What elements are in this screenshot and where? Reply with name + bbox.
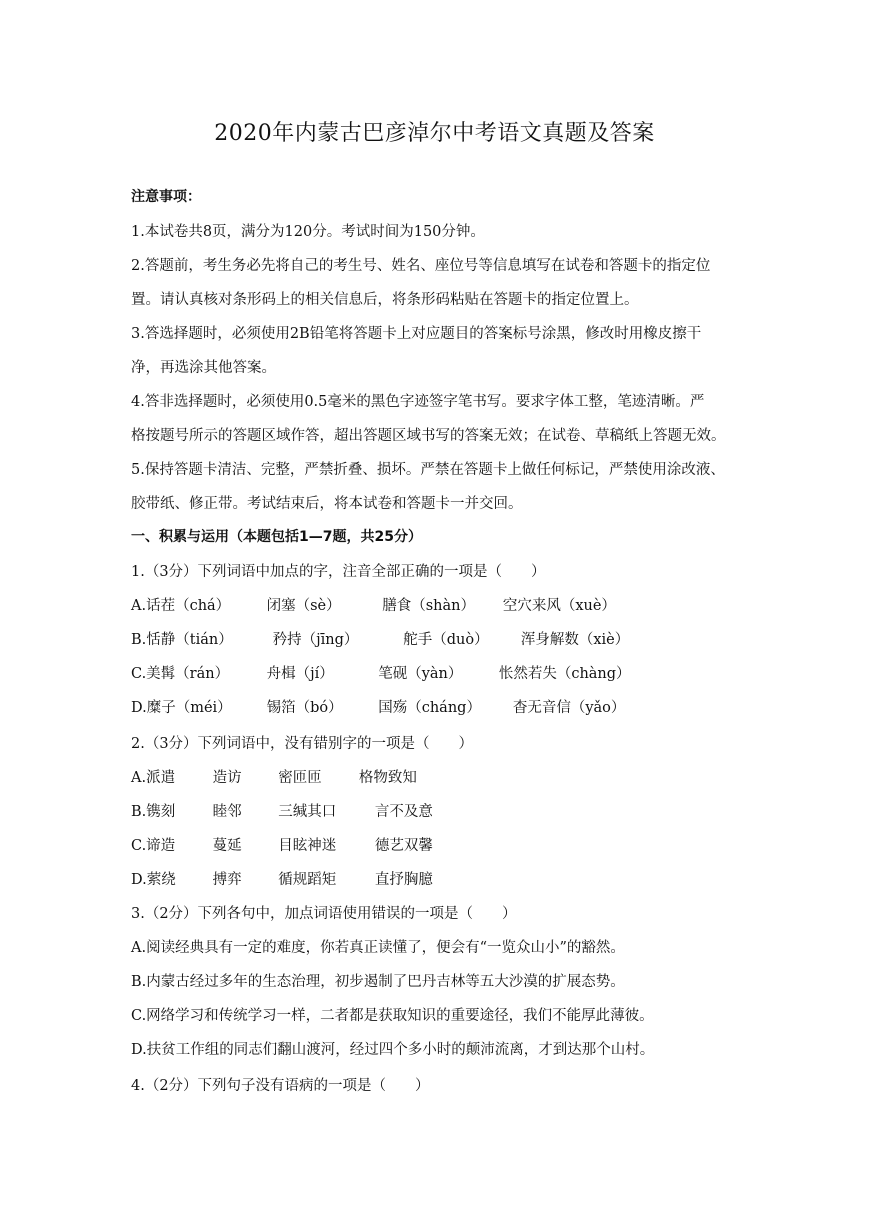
option-word: 国殇（cháng） [378, 700, 481, 716]
option-word: 格物致知 [358, 770, 417, 786]
notice-line: 5.保持答题卡清洁、完整，严禁折叠、损坏。严禁在答题卡上做任何标记，严禁使用涂改液、 [131, 462, 725, 478]
question-2-option-a [131, 766, 417, 787]
section-heading: 一、积累与运用（本题包括1—7题，共25分） [131, 529, 422, 545]
question-2-stem: 2.（3分）下列词语中，没有错别字的一项是（ ） [131, 736, 474, 752]
option-word: 膳食（shàn） [382, 598, 475, 614]
notice-line: 3.答选择题时，必须使用2B铅笔将答题卡上对应题目的答案标号涂黑，修改时用橡皮擦干 [131, 326, 702, 342]
notice-line: 1.本试卷共8页，满分为120分。考试时间为150分钟。 [131, 224, 485, 240]
question-1-option-a [131, 594, 616, 615]
option-word: 循规蹈矩 [278, 872, 337, 888]
option-word: 目眩神迷 [278, 838, 337, 854]
page-title: 2020年内蒙古巴彦淖尔中考语文真题及答案 [214, 121, 655, 146]
option-word: 空穴来风（xuè） [502, 598, 616, 614]
question-2-option-c [131, 834, 433, 855]
notice-line: 净，再选涂其他答案。 [131, 360, 276, 376]
option-word: 造访 [212, 770, 242, 786]
question-3-option-d: D.扶贫工作组的同志们翻山渡河，经过四个多小时的颠沛流离，才到达那个山村。 [131, 1042, 655, 1058]
question-1-stem: 1.（3分）下列词语中加点的字，注音全部正确的一项是（ ） [131, 564, 546, 580]
option-word: 锡箔（bó） [266, 700, 343, 716]
notice-line: 4.答非选择题时，必须使用0.5毫米的黑色字迹签字笔书写。要求字体工整，笔迹清晰。严 [131, 394, 705, 410]
question-3-option-b: B.内蒙古经过多年的生态治理，初步遏制了巴丹吉林等五大沙漠的扩展态势。 [131, 974, 625, 990]
notice-line: 2.答题前，考生务必先将自己的考生号、姓名、座位号等信息填写在试卷和答题卡的指定位 [131, 258, 711, 274]
option-word: C.美髯（rán） [131, 666, 230, 682]
option-word: A.派遣 [131, 770, 176, 786]
option-word: 舵手（duò） [403, 632, 489, 648]
question-1-option-b [131, 628, 629, 649]
notice-line: 格按题号所示的答题区域作答，超出答题区域书写的答案无效；在试卷、草稿纸上答题无效。 [131, 428, 726, 444]
option-word: B.镌刻 [131, 804, 176, 820]
option-word: 矜持（jīng） [272, 632, 359, 648]
option-word: A.话茬（chá） [131, 598, 231, 614]
option-word: 闭塞（sè） [266, 598, 341, 614]
notice-line: 胶带纸、修正带。考试结束后，将本试卷和答题卡一并交回。 [131, 496, 523, 512]
option-word: 搏弈 [212, 872, 242, 888]
option-word: C.谛造 [131, 838, 176, 854]
option-word: D.萦绕 [131, 872, 176, 888]
question-1-option-c [131, 662, 631, 683]
notice-line: 置。请认真核对条形码上的相关信息后，将条形码粘贴在答题卡的指定位置上。 [131, 292, 639, 308]
question-2-option-b [131, 800, 433, 821]
option-word: D.糜子（méi） [131, 700, 232, 716]
option-word: 睦邻 [212, 804, 242, 820]
question-3-stem: 3.（2分）下列各句中，加点词语使用错误的一项是（ ） [131, 906, 517, 922]
option-word: 言不及意 [374, 804, 433, 820]
question-1-option-d [131, 696, 625, 717]
option-word: B.恬静（tián） [131, 632, 233, 648]
option-word: 杳无音信（yǎo） [512, 700, 626, 716]
option-word: 三缄其口 [278, 804, 337, 820]
option-word: 笔砚（yàn） [378, 666, 463, 682]
question-4-stem: 4.（2分）下列句子没有语病的一项是（ ） [131, 1078, 430, 1094]
question-2-option-d [131, 868, 433, 889]
question-3-option-a: A.阅读经典具有一定的难度，你若真正读懂了，便会有“一览众山小”的豁然。 [131, 940, 625, 956]
option-word: 怅然若失（chàng） [498, 666, 631, 682]
question-3-option-c: C.网络学习和传统学习一样，二者都是获取知识的重要途径，我们不能厚此薄彼。 [131, 1008, 654, 1024]
option-word: 密匝匝 [278, 770, 322, 786]
notice-heading: 注意事项： [131, 189, 201, 205]
option-word: 舟楫（jí） [266, 666, 334, 682]
option-word: 蔓延 [212, 838, 242, 854]
option-word: 德艺双馨 [374, 838, 433, 854]
option-word: 浑身解数（xiè） [520, 632, 630, 648]
option-word: 直抒胸臆 [374, 872, 433, 888]
